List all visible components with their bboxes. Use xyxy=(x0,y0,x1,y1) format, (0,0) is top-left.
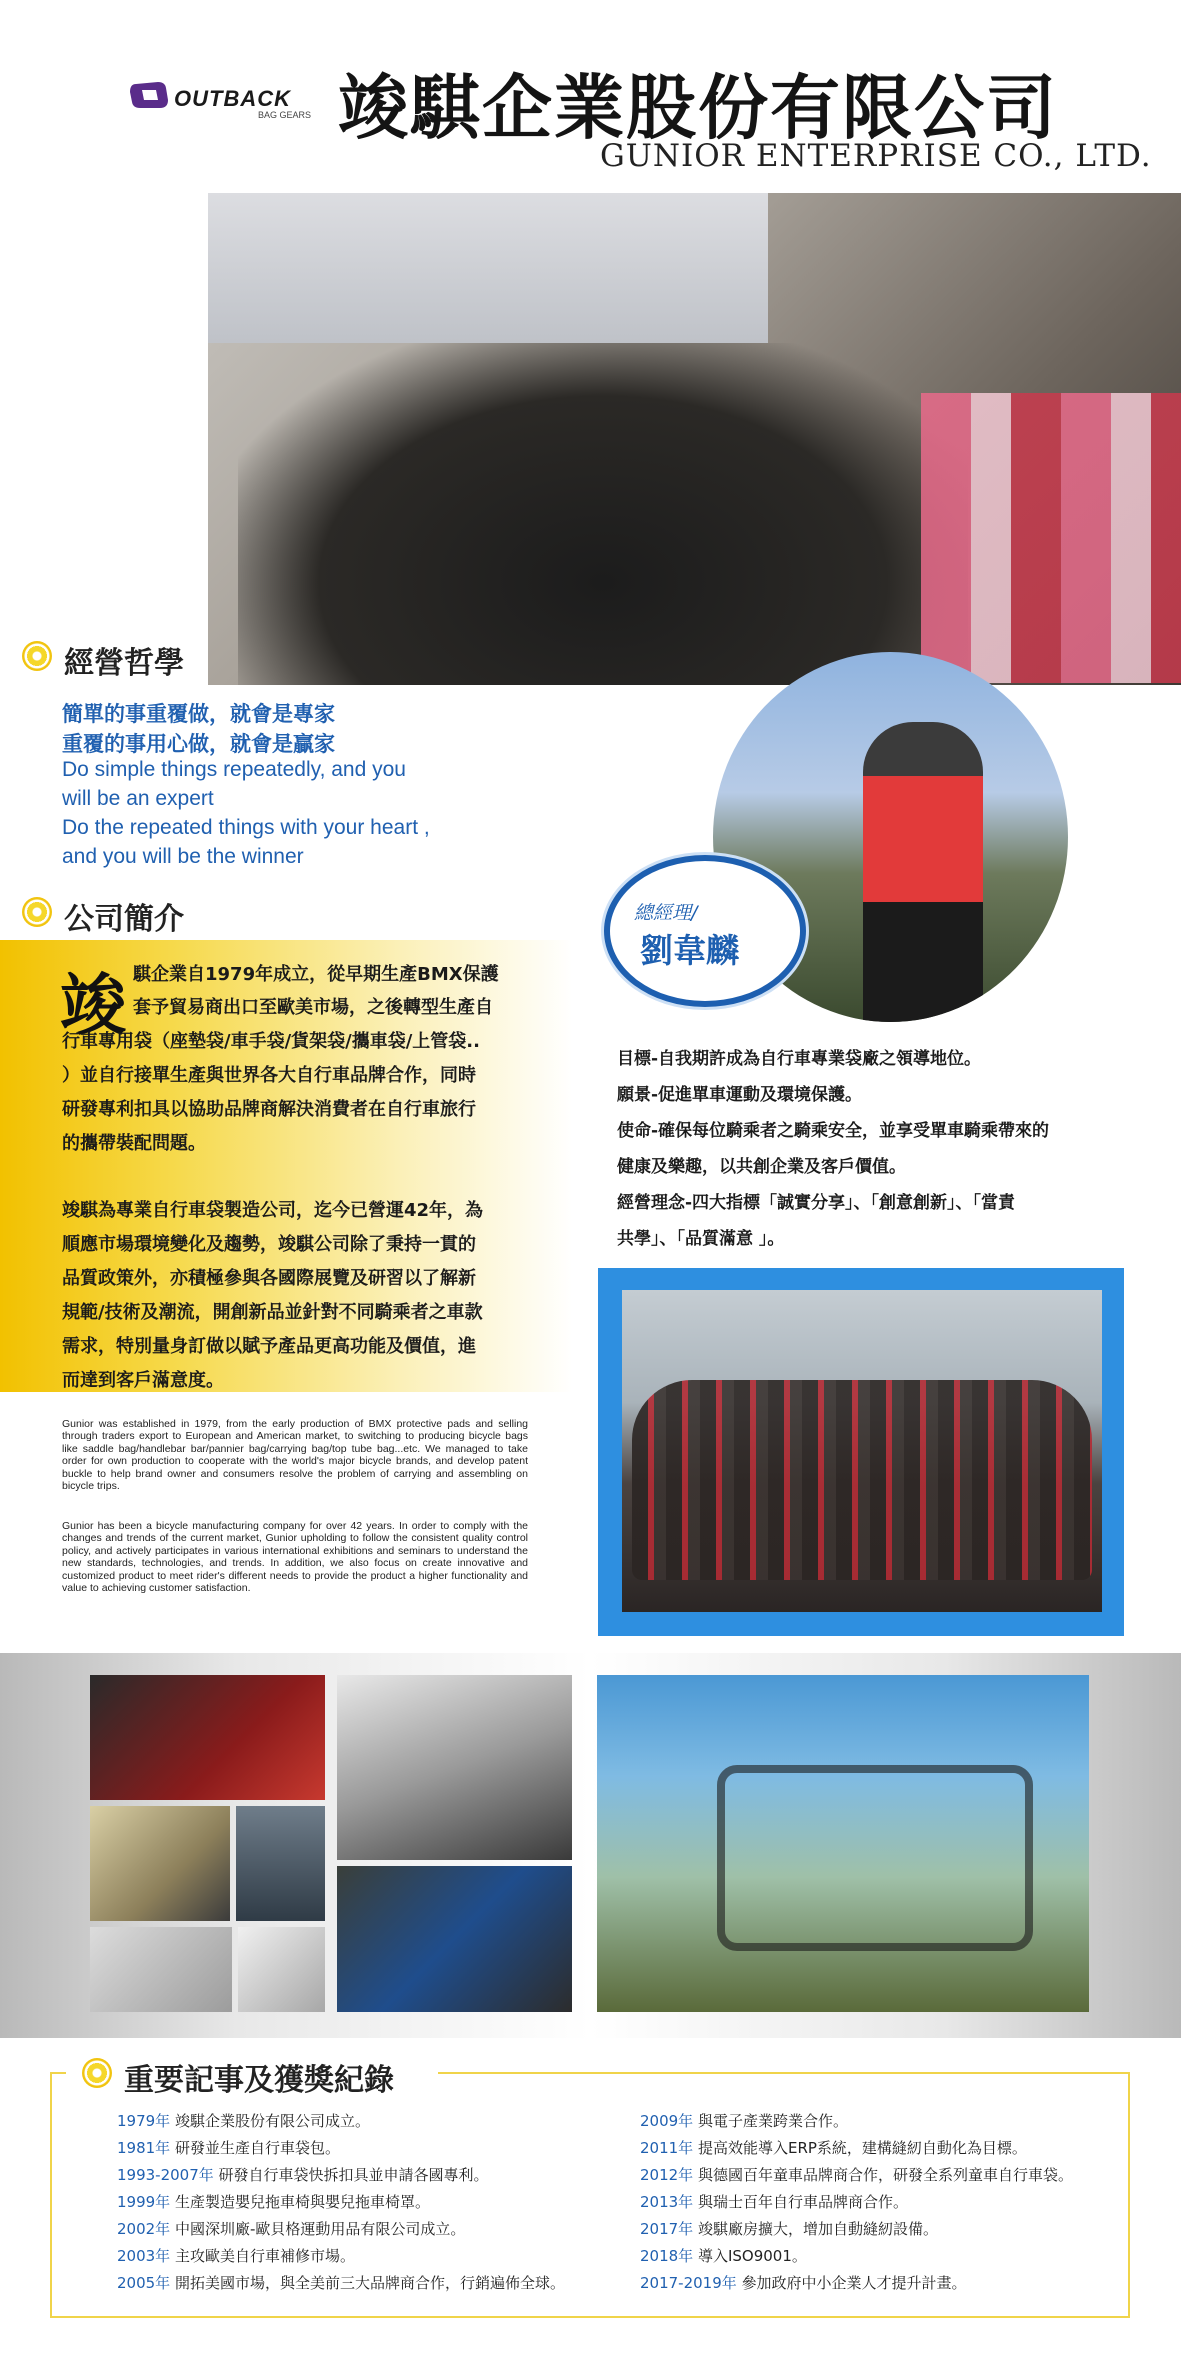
intro-drop-cap: 竣 xyxy=(60,966,126,1044)
manager-title: 總經理/ xyxy=(634,902,698,924)
intro-line: 的攜帶裝配問題。 xyxy=(62,1133,206,1154)
goal-line: 共學」、「品質滿意 」。 xyxy=(617,1229,785,1249)
milestone-item: 2009年 與電子產業跨業合作。 xyxy=(640,2112,848,2130)
milestone-item: 2013年 與瑞士百年自行車品牌商合作。 xyxy=(640,2193,908,2211)
logo-subtext: BAG GEARS xyxy=(258,110,312,120)
intro-en-paragraph: Gunior has been a bicycle manufacturing company for over 42 years. In order to comply with the changes and trends of the current market, Gunior upholding to follow the consistent quality control policy, and actively participates in various international exhibitions and seminars to understand the new standards, technologies, and trends. In addition, we also focus on create innovative and customized product to meet rider's different needs to provide the product a higher functionality and value to achieving customer satisfaction. xyxy=(62,1520,528,1595)
goal-line: 使命-確保每位騎乘者之騎乘安全，並享受單車騎乘帶來的 xyxy=(617,1121,1050,1141)
section-bullet-icon xyxy=(82,2058,112,2088)
philosophy-en-line: Do the repeated things with your heart , xyxy=(62,816,430,839)
intro-line: 順應市場環境變化及趨勢，竣騏公司除了秉持一貫的 xyxy=(62,1234,476,1255)
fabric-detail-image xyxy=(90,1927,232,2012)
intro-line: 需求，特別量身訂做以賦予產品更高功能及價值，進 xyxy=(62,1336,476,1357)
measuring-tape-image xyxy=(90,1806,230,1921)
milestone-item: 2017年 竣騏廠房擴大，增加自動縫紉設備。 xyxy=(640,2220,938,2238)
intro-line: 品質政策外，亦積極參與各國際展覽及研習以了解新 xyxy=(62,1268,476,1289)
bikepacking-bag-image xyxy=(597,1675,1089,2012)
milestones-heading: 重要記事及獲獎紀錄 xyxy=(124,2063,394,2098)
philosophy-zh-line: 重覆的事用心做，就會是贏家 xyxy=(62,731,335,756)
goal-line: 健康及樂趣，以共創企業及客戶價值。 xyxy=(617,1157,906,1177)
milestone-item: 1993-2007年 研發自行車袋快拆扣具並申請各國專利。 xyxy=(117,2166,489,2184)
milestone-item: 2002年 中國深圳廠-歐貝格運動用品有限公司成立。 xyxy=(117,2220,466,2238)
intro-heading: 公司簡介 xyxy=(64,902,184,937)
philosophy-en-line: Do simple things repeatedly, and you xyxy=(62,758,406,781)
intro-line: 套予貿易商出口至歐美市場，之後轉型生產自 xyxy=(133,997,493,1018)
intro-line: ）並自行接單生產與世界各大自行車品牌合作，同時 xyxy=(62,1065,476,1086)
intro-en-paragraph: Gunior was established in 1979, from the early production of BMX protective pads and selling through traders export to European and American market, to switching to producing bicycle bags like saddle bag/handlebar bar/pannier bag/carrying bag/top tube bag...etc. We managed to take order for own production to cooperate with the world's major bicycle brands, and develop patent buckle to help brand owner and consumers resolve the problem of carrying and assembling on bicycle trips. xyxy=(62,1418,528,1493)
buckle-detail-image xyxy=(238,1927,325,2012)
outback-logo-icon xyxy=(128,80,170,110)
milestone-item: 2011年 提高效能導入ERP系統，建構縫紉自動化為目標。 xyxy=(640,2139,1027,2157)
intro-line: 規範/技術及潮流，開創新品並針對不同騎乘者之車款 xyxy=(62,1302,483,1323)
sewing-machine-image xyxy=(337,1675,572,1860)
section-bullet-icon xyxy=(22,897,52,927)
group-photo xyxy=(622,1290,1102,1612)
milestone-item: 2012年 與德國百年童車品牌商合作，研發全系列童車自行車袋。 xyxy=(640,2166,1073,2184)
milestone-item: 1981年 研發並生產自行車袋包。 xyxy=(117,2139,340,2157)
milestone-item: 2003年 主攻歐美自行車補修市場。 xyxy=(117,2247,355,2265)
intro-line: 騏企業自1979年成立，從早期生產BMX保護 xyxy=(133,964,499,985)
company-name-en: GUNIOR ENTERPRISE CO., LTD. xyxy=(600,138,1152,174)
goal-line: 經營理念-四大指標「誠實分享」、「創意創新」、「當責 xyxy=(617,1193,1016,1213)
philosophy-en-line: and you will be the winner xyxy=(62,845,304,868)
product-bag-closeup-image xyxy=(90,1675,325,1800)
intro-line: 研發專利扣具以協助品牌商解決消費者在自行車旅行 xyxy=(62,1099,476,1120)
milestone-item: 2018年 導入ISO9001。 xyxy=(640,2247,807,2265)
goal-line: 目標-自我期許成為自行車專業袋廠之領導地位。 xyxy=(617,1049,982,1069)
sewing-workbench-image xyxy=(337,1866,572,2012)
logo-text: OUTBACK xyxy=(174,86,291,111)
intro-line: 竣騏為專業自行車袋製造公司，迄今已營運42年，為 xyxy=(62,1200,484,1221)
team-photo xyxy=(208,193,1181,685)
company-name-zh: 竣騏企業股份有限公司 xyxy=(338,67,1058,149)
milestone-item: 1979年 竣騏企業股份有限公司成立。 xyxy=(117,2112,370,2130)
intro-line: 而達到客戶滿意度。 xyxy=(62,1370,224,1391)
intro-line: 行車專用袋（座墊袋/車手袋/貨架袋/攜車袋/上管袋.. xyxy=(62,1031,480,1052)
waterproof-fabric-image xyxy=(236,1806,325,1921)
philosophy-en-line: will be an expert xyxy=(62,787,214,810)
philosophy-heading: 經營哲學 xyxy=(64,646,184,681)
milestone-item: 2005年 開拓美國市場，與全美前三大品牌商合作，行銷遍佈全球。 xyxy=(117,2274,565,2292)
milestone-item: 1999年 生產製造嬰兒拖車椅與嬰兒拖車椅罩。 xyxy=(117,2193,430,2211)
milestone-item: 2017-2019年 參加政府中小企業人才提升計畫。 xyxy=(640,2274,967,2292)
philosophy-zh-line: 簡單的事重覆做，就會是專家 xyxy=(62,701,335,726)
goal-line: 願景-促進單車運動及環境保護。 xyxy=(617,1085,863,1105)
manager-name: 劉韋麟 xyxy=(640,931,739,970)
section-bullet-icon xyxy=(22,641,52,671)
